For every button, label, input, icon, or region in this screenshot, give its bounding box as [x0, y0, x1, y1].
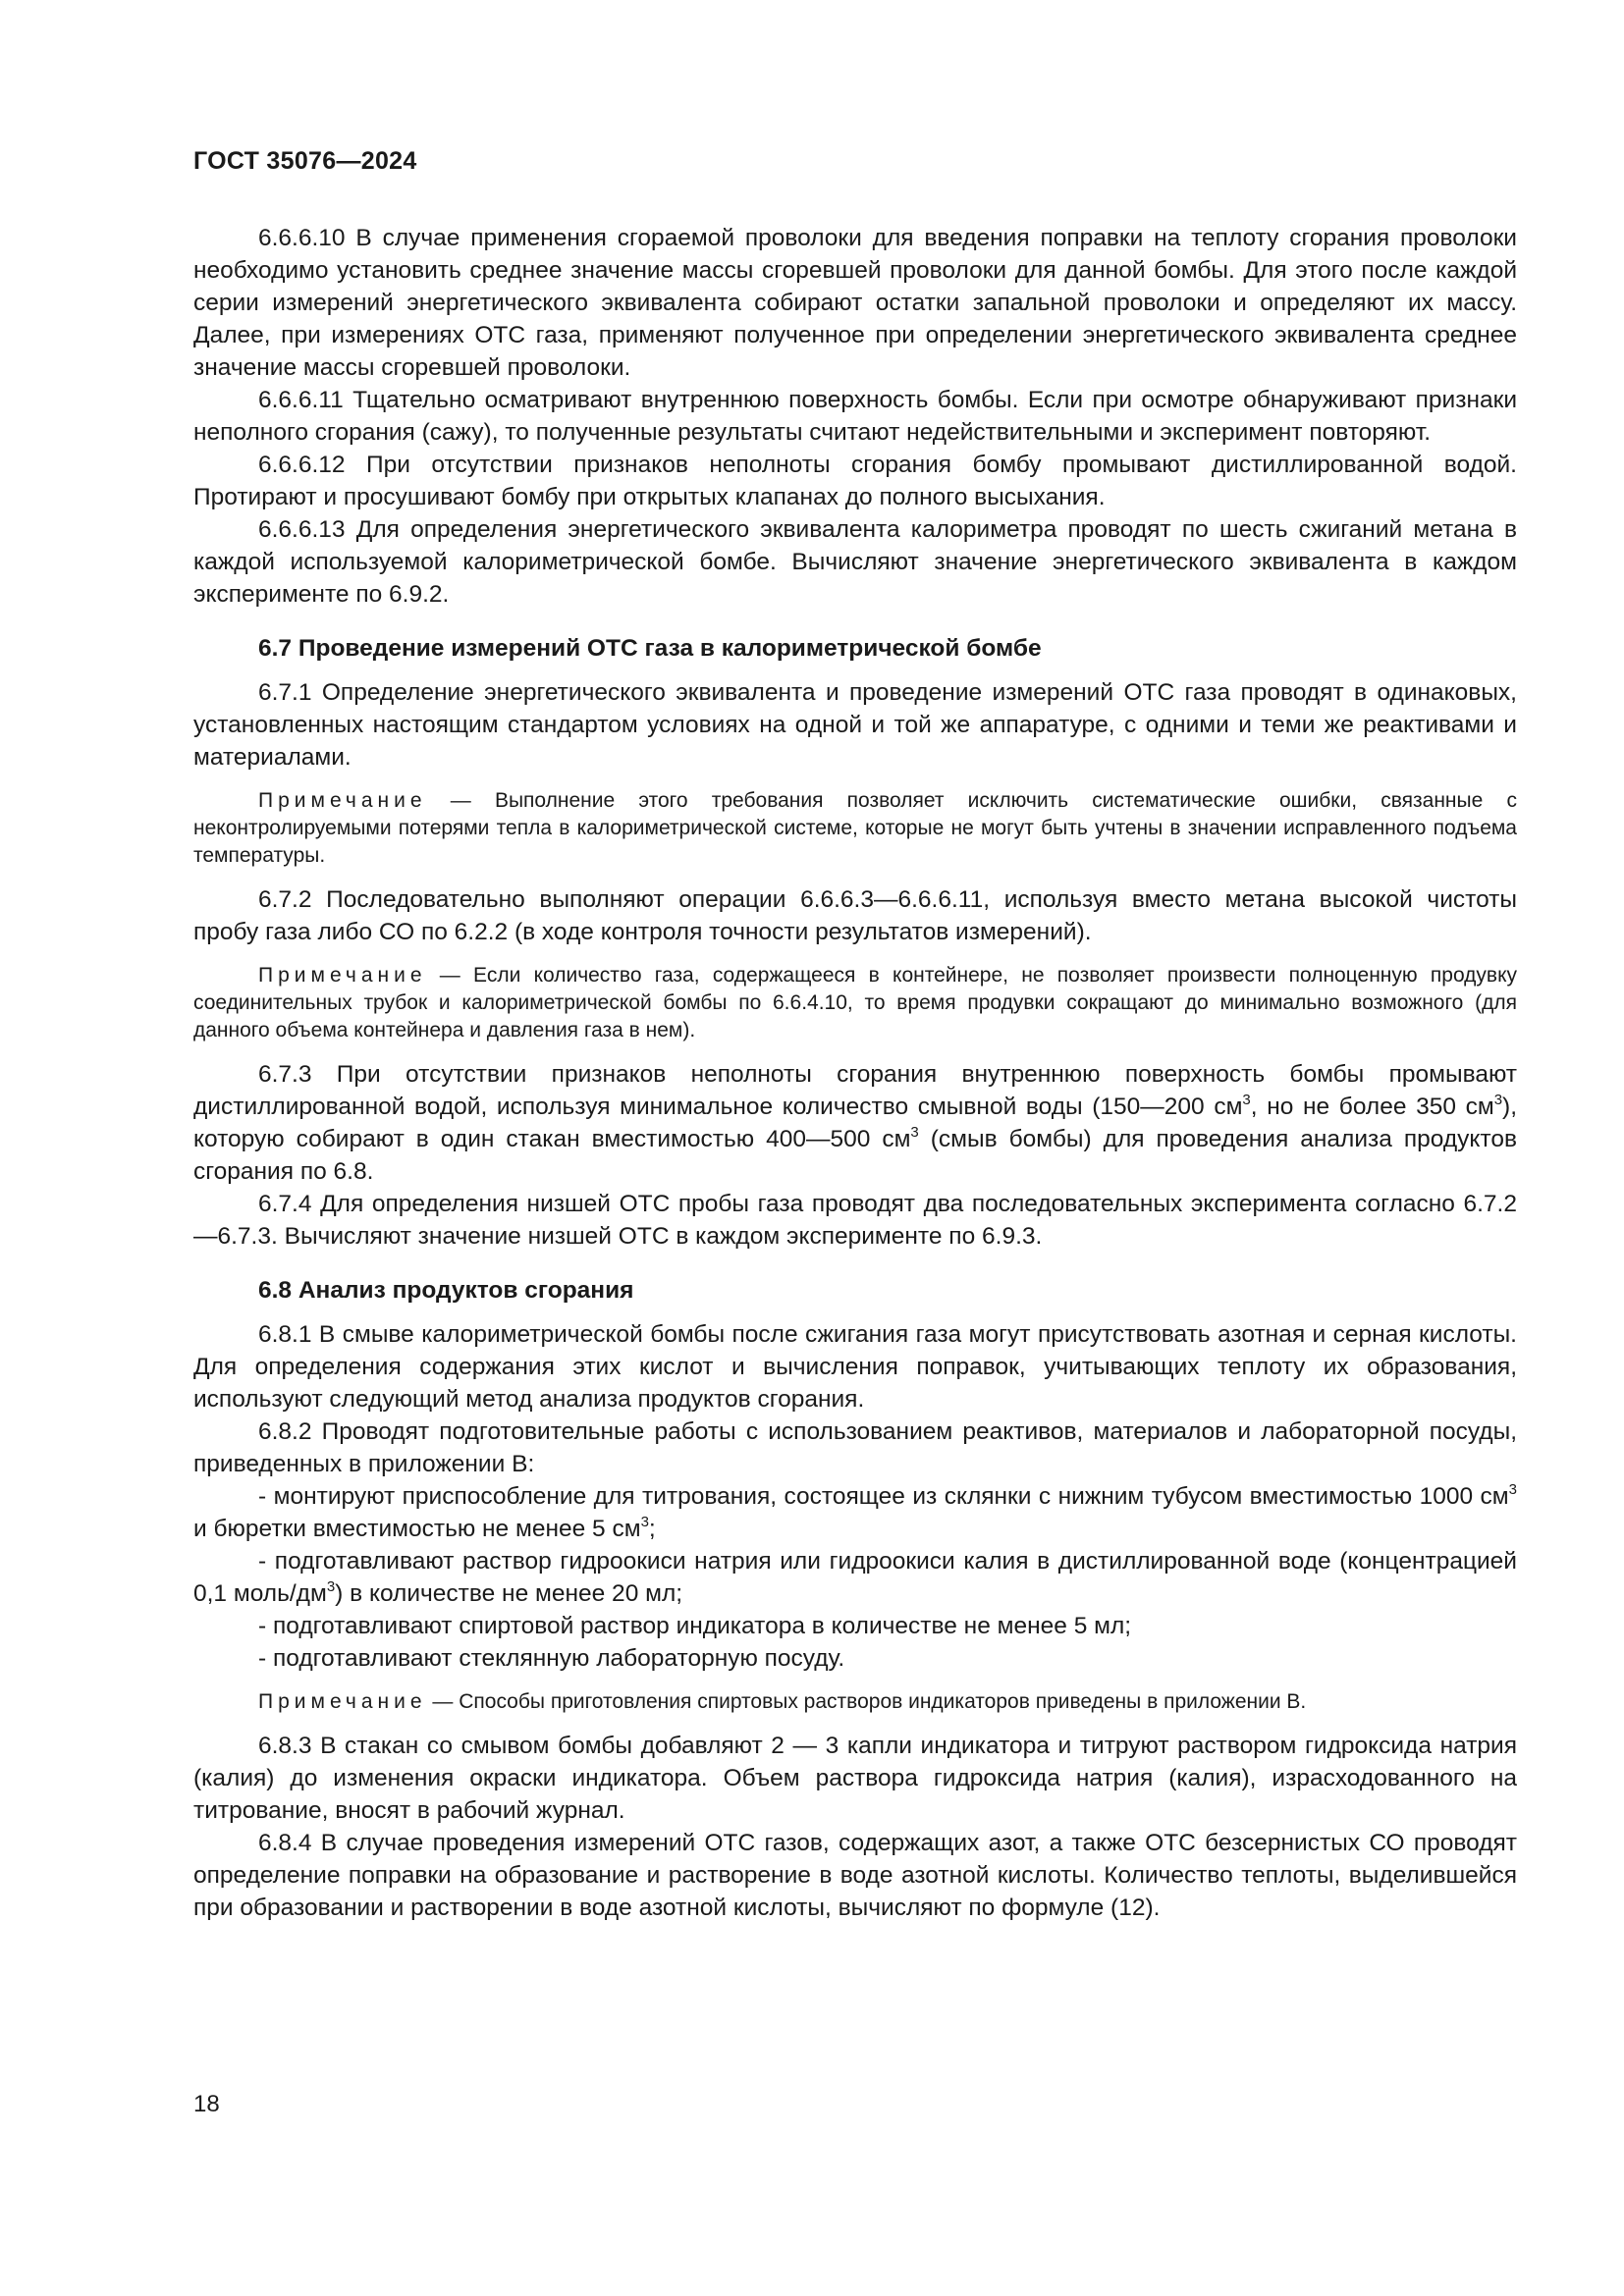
list-item-2-part-a: - подготавливают раствор гидроокиси натрия или гидроокиси калия в дистиллированной воде (концентрацией 0,1 моль/дм: [193, 1548, 1517, 1607]
list-item-2-part-b: ) в количестве не менее 20 мл;: [335, 1580, 683, 1607]
paragraph-6-7-1: 6.7.1 Определение энергетического эквивалента и проведение измерений ОТС газа проводят в одинаковых, установленных настоящим стандартом условиях на одной и той же аппаратуре, с одними и теми же реактивами и материалами.: [193, 679, 1517, 771]
section-heading-6-8: 6.8 Анализ продуктов сгорания: [258, 1277, 634, 1304]
paragraph-6-7-3-part-a: 6.7.3 При отсутствии признаков неполноты сгорания внутреннюю поверхность бомбы промывают дистиллированной водой, используя минимальное количество смывной воды (150—200 см: [193, 1061, 1517, 1120]
list-item-1-part-b: и бюретки вместимостью не менее 5 см: [193, 1516, 641, 1542]
superscript: 3: [910, 1124, 919, 1141]
note-2-text: — Если количество газа, содержащееся в контейнере, не позволяет произвести полноценную продувку соединительных трубок и калориметрической бомбы по 6.6.4.10, то время продувки сокращают до минимально возможного (для данного объема контейнера и давления газа в нем).: [193, 964, 1517, 1041]
paragraph-6-7-3-part-c: ), которую собирают в один стакан вместимостью 400—500 см: [193, 1094, 1518, 1152]
paragraph-6-6-6-12: 6.6.6.12 При отсутствии признаков неполноты сгорания бомбу промывают дистиллированной водой. Протирают и просушивают бомбу при открытых клапанах до полного высыхания.: [193, 452, 1517, 510]
superscript: 3: [1493, 1092, 1503, 1108]
note-1: [193, 787, 1517, 870]
section-heading-6-7: 6.7 Проведение измерений ОТС газа в калориметрической бомбе: [258, 635, 1042, 662]
list-item-1: [193, 1480, 1517, 1545]
paragraph-6-7-3-part-d: (смыв бомбы) для проведения анализа продуктов сгорания по 6.8.: [193, 1126, 1517, 1185]
paragraph-6-7-3: [193, 1058, 1517, 1188]
paragraph-6-6-6-13: 6.6.6.13 Для определения энергетического эквивалента калориметра проводят по шесть сжиганий метана в каждой используемой калориметрической бомбе. Вычисляют значение энергетического эквивалента в каждом эксперименте по 6.9.2.: [193, 516, 1517, 608]
note-label: Примечание: [258, 789, 427, 812]
paragraph-6-8-4: 6.8.4 В случае проведения измерений ОТС газов, содержащих азот, а также ОТС безсернистых СО проводят определение поправки на образование и растворение в воде азотной кислоты. Количество теплоты, выделившейся при образовании и растворении в воде азотной кислоты, вычисляют по формуле (12).: [193, 1830, 1517, 1921]
note-1-text: — Выполнение этого требования позволяет исключить систематические ошибки, связанные с неконтролируемыми потерями тепла в калориметрической системе, которые не могут быть учтены в значении исправленного подъема температуры.: [193, 789, 1517, 867]
note-3: [193, 1688, 1517, 1716]
paragraph-6-7-4: 6.7.4 Для определения низшей ОТС пробы газа проводят два последовательных эксперимента согласно 6.7.2—6.7.3. Вычисляют значение низшей ОТС в каждом эксперименте по 6.9.3.: [193, 1191, 1517, 1250]
page-header-doc-id: ГОСТ 35076—2024: [193, 147, 417, 175]
list-item-1-part-c: ;: [648, 1516, 656, 1542]
note-label: Примечание: [258, 964, 427, 987]
paragraph-6-6-6-11: 6.6.6.11 Тщательно осматривают внутреннюю поверхность бомбы. Если при осмотре обнаруживают признаки неполного сгорания (сажу), то полученные результаты считают недействительными и эксперимент повторяют.: [193, 387, 1517, 446]
paragraph-6-8-3: 6.8.3 В стакан со смывом бомбы добавляют 2 — 3 капли индикатора и титруют раствором гидроксида натрия (калия) до изменения окраски индикатора. Объем раствора гидроксида натрия (калия), израсходованного на титрование, вносят в рабочий журнал.: [193, 1733, 1517, 1824]
paragraph-6-6-6-10: 6.6.6.10 В случае применения сгораемой проволоки для введения поправки на теплоту сгорания проволоки необходимо установить среднее значение массы сгоревшей проволоки для данной бомбы. Для этого после каждой серии измерений энергетического эквивалента собирают остатки запальной проволоки и определяют их массу. Далее, при измерениях ОТС газа, применяют полученное при определении энергетического эквивалента среднее значение массы сгоревшей проволоки.: [193, 225, 1517, 381]
list-item-2: [193, 1545, 1517, 1610]
list-item-4: - подготавливают стеклянную лабораторную посуду.: [258, 1645, 845, 1672]
paragraph-6-8-2: 6.8.2 Проводят подготовительные работы с использованием реактивов, материалов и лабораторной посуды, приведенных в приложении В:: [193, 1418, 1517, 1477]
superscript: 3: [326, 1578, 336, 1595]
paragraph-6-7-3-part-b: , но не более 350 см: [1250, 1094, 1494, 1120]
page-content: [193, 222, 1517, 1924]
list-item-3: - подготавливают спиртовой раствор индикатора в количестве не менее 5 мл;: [258, 1613, 1132, 1639]
superscript: 3: [1508, 1481, 1517, 1498]
note-3-text: — Способы приготовления спиртовых растворов индикаторов приведены в приложении В.: [426, 1690, 1307, 1713]
superscript: 3: [640, 1514, 649, 1530]
note-2: [193, 962, 1517, 1044]
page-number: 18: [193, 2091, 220, 2117]
superscript: 3: [1242, 1092, 1251, 1108]
paragraph-6-7-2: 6.7.2 Последовательно выполняют операции 6.6.6.3—6.6.6.11, используя вместо метана высокой чистоты пробу газа либо СО по 6.2.2 (в ходе контроля точности результатов измерений).: [193, 886, 1517, 945]
paragraph-6-8-1: 6.8.1 В смыве калориметрической бомбы после сжигания газа могут присутствовать азотная и серная кислоты. Для определения содержания этих кислот и вычисления поправок, учитывающих теплоту их образования, используют следующий метод анализа продуктов сгорания.: [193, 1321, 1517, 1413]
list-item-1-part-a: - монтируют приспособление для титрования, состоящее из склянки с нижним тубусом вместимостью 1000 см: [258, 1483, 1509, 1510]
note-label: Примечание: [258, 1690, 427, 1713]
